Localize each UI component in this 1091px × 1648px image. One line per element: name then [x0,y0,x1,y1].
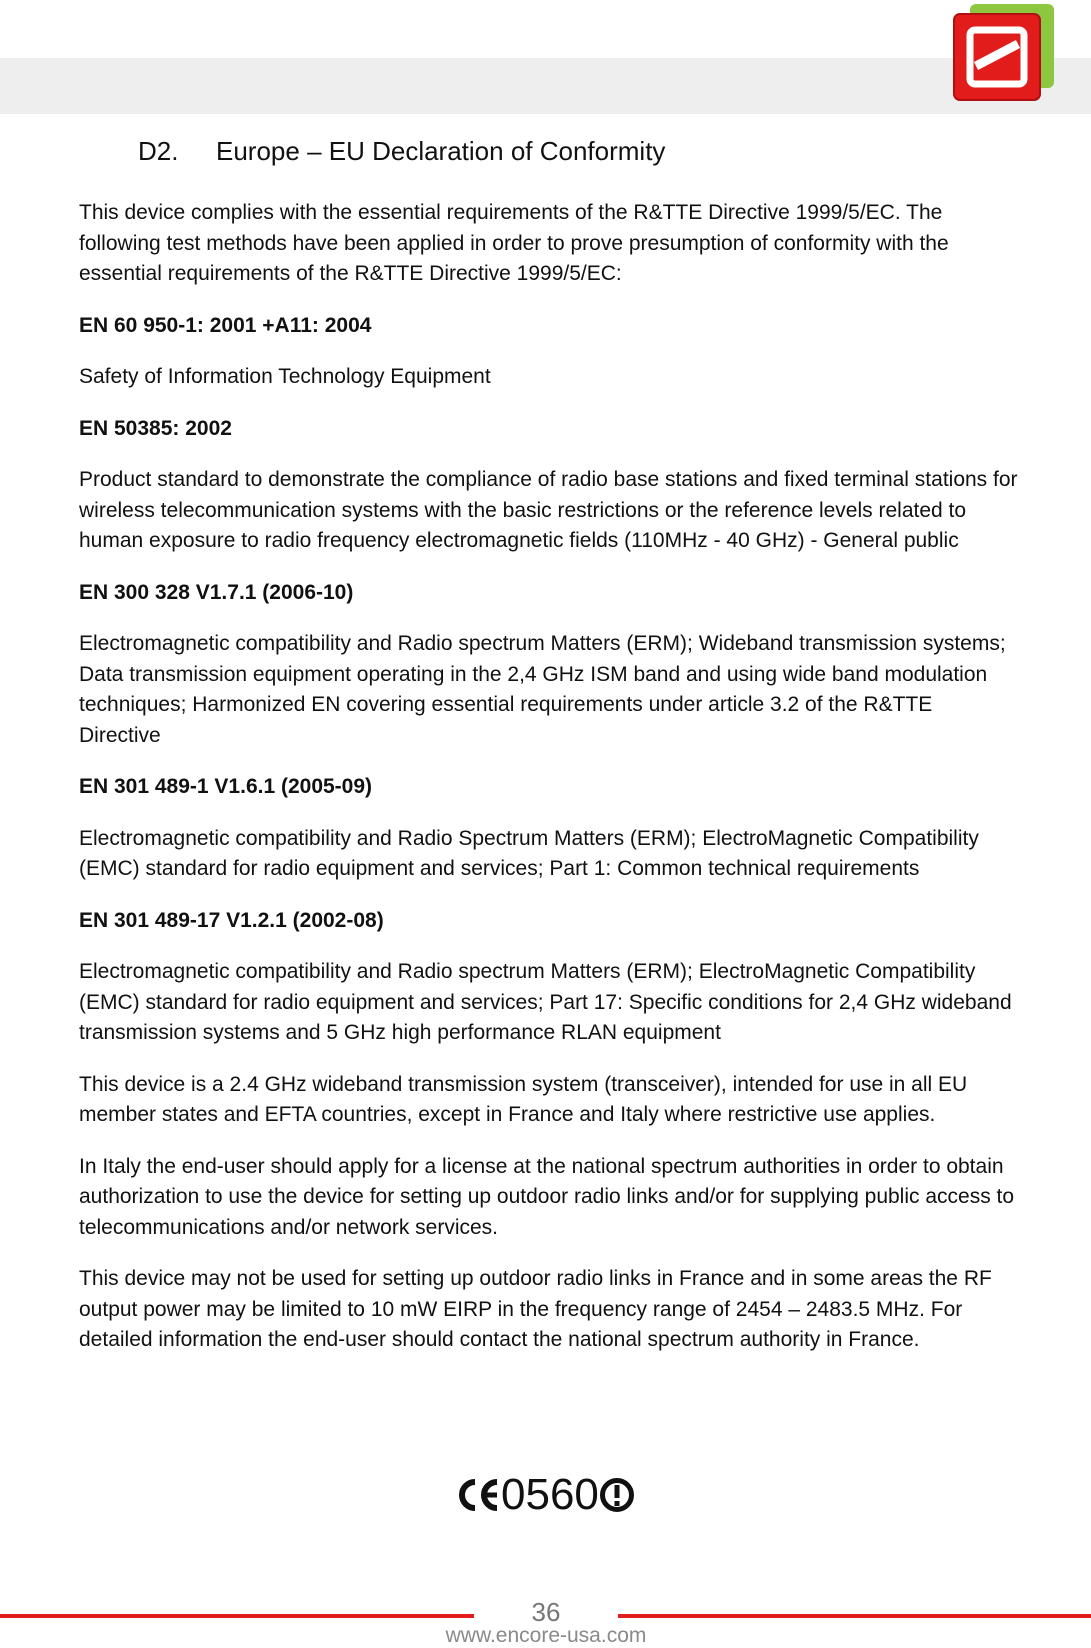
section-number: D2. [138,136,179,166]
encore-logo-icon [948,4,1058,104]
body-paragraph: Electromagnetic compatibility and Radio Spectrum Matters (ERM); ElectroMagnetic Compatibility (EMC) standard for radio equipment and services; Part 1: Common technical requirements [79,826,979,880]
body-paragraph: Electromagnetic compatibility and Radio spectrum Matters (ERM); ElectroMagnetic Compatibility (EMC) standard for radio equipment and services; Part 17: Specific conditions for 2,4 GHz wideband transmission systems and 5 GHz high performance RLAN equipment [79,960,1012,1044]
body-paragraph: This device complies with the essential requirements of the R&TTE Directive 1999/5/EC. The following test methods have been applied in order to prove presumption of conformity with the essential requirements of the R&TTE Directive 1999/5/EC: [79,201,949,285]
declaration-body [79,198,1019,1377]
standard-heading: EN 300 328 V1.7.1 (2006-10) [79,580,354,604]
body-paragraph: Product standard to demonstrate the compliance of radio base stations and fixed terminal stations for wireless telecommunication systems with the basic restrictions or the reference levels related to human exposure to radio frequency electromagnetic fields (110MHz - 40 GHz) - General public [79,468,1018,552]
header-band [0,58,1091,114]
standard-heading: EN 60 950-1: 2001 +A11: 2004 [79,313,372,337]
section-title: Europe – EU Declaration of Conformity [216,136,666,166]
footer-rule-right [618,1614,1091,1618]
standard-heading: EN 301 489-1 V1.6.1 (2005-09) [79,775,373,798]
body-paragraph: Electromagnetic compatibility and Radio spectrum Matters (ERM); Wideband transmission systems; Data transmission equipment operating in the 2,4 GHz ISM band and using wide band modulation techniques; Harmonized EN covering essential requirements under article 3.2 of the R&TTE Directive [79,632,1006,747]
footer-rule-left [0,1614,474,1618]
alert-class2-icon [599,1477,635,1513]
body-paragraph: In Italy the end-user should apply for a license at the national spectrum authorities in order to obtain authorization to use the device for setting up outdoor radio links and/or for supplying public access to telecommunications and/or network services. [79,1154,1015,1239]
standard-heading: EN 50385: 2002 [79,416,232,440]
footer-url: www.encore-usa.com [445,1624,647,1647]
page-number: 36 [531,1597,561,1627]
notified-body-number: 0560 [501,1470,599,1519]
body-paragraph: Safety of Information Technology Equipment [79,365,491,388]
ce-mark-icon [455,1478,501,1512]
standard-heading: EN 301 489-17 V1.2.1 (2002-08) [79,908,384,932]
body-paragraph: This device may not be used for setting up outdoor radio links in France and in some areas the RF output power may be limited to 10 mW EIRP in the frequency range of 2454 – 2483.5 MHz. For detailed information the end-user should contact the national spectrum authority in France. [79,1267,992,1351]
ce-mark [455,1470,635,1520]
body-paragraph: This device is a 2.4 GHz wideband transmission system (transceiver), intended for use in all EU member states and EFTA countries, except in France and Italy where restrictive use applies. [79,1072,968,1126]
section-heading [138,136,665,167]
